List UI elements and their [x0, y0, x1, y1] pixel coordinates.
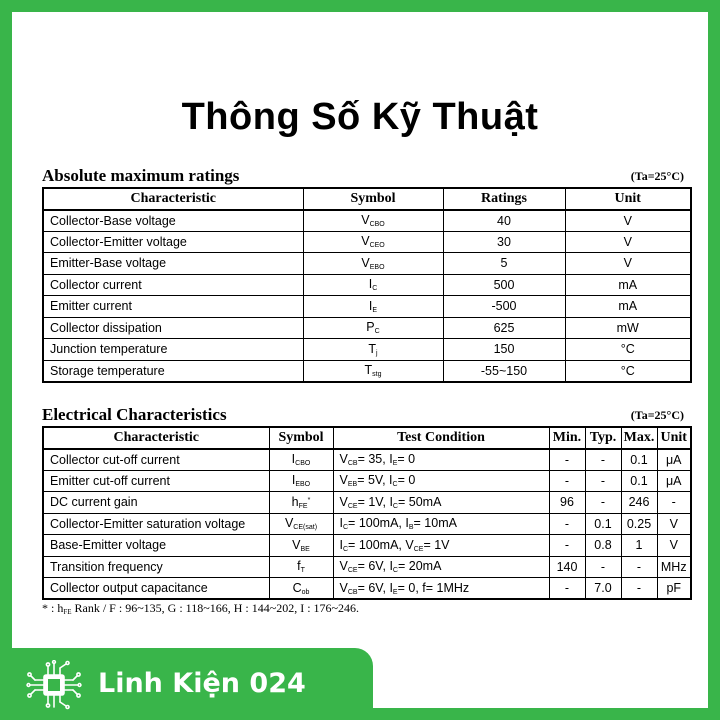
unit-cell: °C	[565, 360, 691, 382]
symbol-cell: $h_{FE}^*$	[269, 492, 333, 514]
table-row	[43, 492, 691, 514]
max-cell: 0.1	[621, 470, 657, 492]
max-cell: 0.25	[621, 513, 657, 535]
max-cell: -	[621, 578, 657, 600]
typ-cell: 7.0	[585, 578, 621, 600]
min-cell: 140	[549, 556, 585, 578]
unit-cell: V	[657, 535, 691, 557]
frame-top-border	[0, 0, 720, 12]
symbol-cell: $P_C$	[303, 317, 443, 339]
symbol-cell: $I_C$	[303, 274, 443, 296]
symbol-cell: $V_{BE}$	[269, 535, 333, 557]
rating-cell: 40	[443, 210, 565, 232]
table-row	[43, 470, 691, 492]
min-cell: -	[549, 449, 585, 471]
electrical-header-row	[43, 427, 691, 449]
typ-cell: -	[585, 470, 621, 492]
test-condition-cell: $V_{EB}= 5V$, $I_C= 0$	[333, 470, 549, 492]
unit-cell: °C	[565, 339, 691, 361]
table-row	[43, 231, 691, 253]
col-typ: Typ.	[585, 427, 621, 449]
col-unit: Unit	[565, 188, 691, 210]
characteristic-cell: Emitter current	[43, 296, 303, 318]
col-symbol: Symbol	[269, 427, 333, 449]
col-characteristic: Characteristic	[43, 427, 269, 449]
unit-cell: mW	[565, 317, 691, 339]
table-row	[43, 513, 691, 535]
rating-cell: 150	[443, 339, 565, 361]
typ-cell: 0.8	[585, 535, 621, 557]
rating-cell: 30	[443, 231, 565, 253]
table-row	[43, 274, 691, 296]
rating-cell: 500	[443, 274, 565, 296]
max-cell: 246	[621, 492, 657, 514]
unit-cell: MHz	[657, 556, 691, 578]
max-cell: -	[621, 556, 657, 578]
characteristic-cell: Collector output capacitance	[43, 578, 269, 600]
characteristic-cell: Collector-Emitter voltage	[43, 231, 303, 253]
symbol-cell: $T_j$	[303, 339, 443, 361]
min-cell: -	[549, 578, 585, 600]
chip-icon	[26, 660, 82, 710]
symbol-cell: $I_E$	[303, 296, 443, 318]
unit-cell: mA	[565, 296, 691, 318]
table-row	[43, 449, 691, 471]
test-condition-cell: $V_{CB}= 6V$, $I_E= 0$, f= 1MHz	[333, 578, 549, 600]
min-cell: 96	[549, 492, 585, 514]
min-cell: -	[549, 535, 585, 557]
test-condition-cell: $V_{CE}= 1V$, $I_C= 50mA$	[333, 492, 549, 514]
table-row	[43, 535, 691, 557]
unit-cell: -	[657, 492, 691, 514]
characteristic-cell: Collector cut-off current	[43, 449, 269, 471]
typ-cell: -	[585, 449, 621, 471]
min-cell: -	[549, 513, 585, 535]
col-ratings: Ratings	[443, 188, 565, 210]
test-condition-cell: $V_{CE}= 6V$, $I_C= 20mA$	[333, 556, 549, 578]
unit-cell: V	[565, 253, 691, 275]
characteristic-cell: Transition frequency	[43, 556, 269, 578]
test-condition-cell: $V_{CB}= 35$, $I_E= 0$	[333, 449, 549, 471]
characteristic-cell: Junction temperature	[43, 339, 303, 361]
symbol-cell: $V_{CBO}$	[303, 210, 443, 232]
symbol-cell: $I_{EBO}$	[269, 470, 333, 492]
unit-cell: mA	[565, 274, 691, 296]
table-row	[43, 556, 691, 578]
col-characteristic: Characteristic	[43, 188, 303, 210]
footnote-prefix: * : h	[42, 601, 64, 615]
hfe-rank-footnote	[42, 601, 359, 616]
characteristic-cell: Collector dissipation	[43, 317, 303, 339]
symbol-cell: $T_{stg}$	[303, 360, 443, 382]
footnote-text: Rank / F : 96~135, G : 118~166, H : 144~202, I : 176~246.	[71, 601, 360, 615]
col-unit: Unit	[657, 427, 691, 449]
electrical-characteristics-title: Electrical Characteristics	[42, 405, 227, 424]
symbol-cell: $V_{EBO}$	[303, 253, 443, 275]
table-row	[43, 317, 691, 339]
min-cell: -	[549, 470, 585, 492]
electrical-characteristics-table	[42, 426, 692, 600]
table-row	[43, 210, 691, 232]
unit-cell: V	[657, 513, 691, 535]
symbol-cell: $V_{CEO}$	[303, 231, 443, 253]
characteristic-cell: Emitter cut-off current	[43, 470, 269, 492]
max-cell: 1	[621, 535, 657, 557]
electrical-characteristics-header	[42, 405, 690, 425]
col-max: Max.	[621, 427, 657, 449]
table-row	[43, 578, 691, 600]
unit-cell: V	[565, 210, 691, 232]
electrical-characteristics-condition: (Ta=25°C)	[630, 408, 684, 422]
characteristic-cell: Emitter-Base voltage	[43, 253, 303, 275]
max-cell: 0.1	[621, 449, 657, 471]
test-condition-cell: $I_C= 100mA$, $V_{CE}= 1V$	[333, 535, 549, 557]
unit-cell: μA	[657, 470, 691, 492]
characteristic-cell: Base-Emitter voltage	[43, 535, 269, 557]
symbol-cell: $V_{CE(sat)}$	[269, 513, 333, 535]
unit-cell: μA	[657, 449, 691, 471]
typ-cell: 0.1	[585, 513, 621, 535]
symbol-cell: $f_T$	[269, 556, 333, 578]
characteristic-cell: Collector-Base voltage	[43, 210, 303, 232]
rating-cell: 625	[443, 317, 565, 339]
unit-cell: V	[565, 231, 691, 253]
rating-cell: 5	[443, 253, 565, 275]
unit-cell: pF	[657, 578, 691, 600]
absolute-ratings-condition: (Ta=25°C)	[630, 169, 684, 183]
col-symbol: Symbol	[303, 188, 443, 210]
characteristic-cell: DC current gain	[43, 492, 269, 514]
characteristic-cell: Collector current	[43, 274, 303, 296]
absolute-ratings-table	[42, 187, 692, 383]
table-row	[43, 253, 691, 275]
page-title: Thông Số Kỹ Thuật	[181, 96, 539, 138]
brand-name: Linh Kiện 024	[98, 668, 306, 699]
symbol-cell: $C_{ob}$	[269, 578, 333, 600]
symbol-cell: $I_{CBO}$	[269, 449, 333, 471]
absolute-ratings-title: Absolute maximum ratings	[42, 166, 240, 185]
rating-cell: -500	[443, 296, 565, 318]
col-test-condition: Test Condition	[333, 427, 549, 449]
table-row	[43, 296, 691, 318]
absolute-ratings-header	[42, 166, 690, 186]
col-min: Min.	[549, 427, 585, 449]
footnote-subscript: FE	[63, 608, 72, 616]
absolute-ratings-header-row	[43, 188, 691, 210]
characteristic-cell: Storage temperature	[43, 360, 303, 382]
table-row	[43, 339, 691, 361]
test-condition-cell: $I_C= 100mA$, $I_B= 10mA$	[333, 513, 549, 535]
typ-cell: -	[585, 492, 621, 514]
rating-cell: -55~150	[443, 360, 565, 382]
typ-cell: -	[585, 556, 621, 578]
table-row	[43, 360, 691, 382]
characteristic-cell: Collector-Emitter saturation voltage	[43, 513, 269, 535]
